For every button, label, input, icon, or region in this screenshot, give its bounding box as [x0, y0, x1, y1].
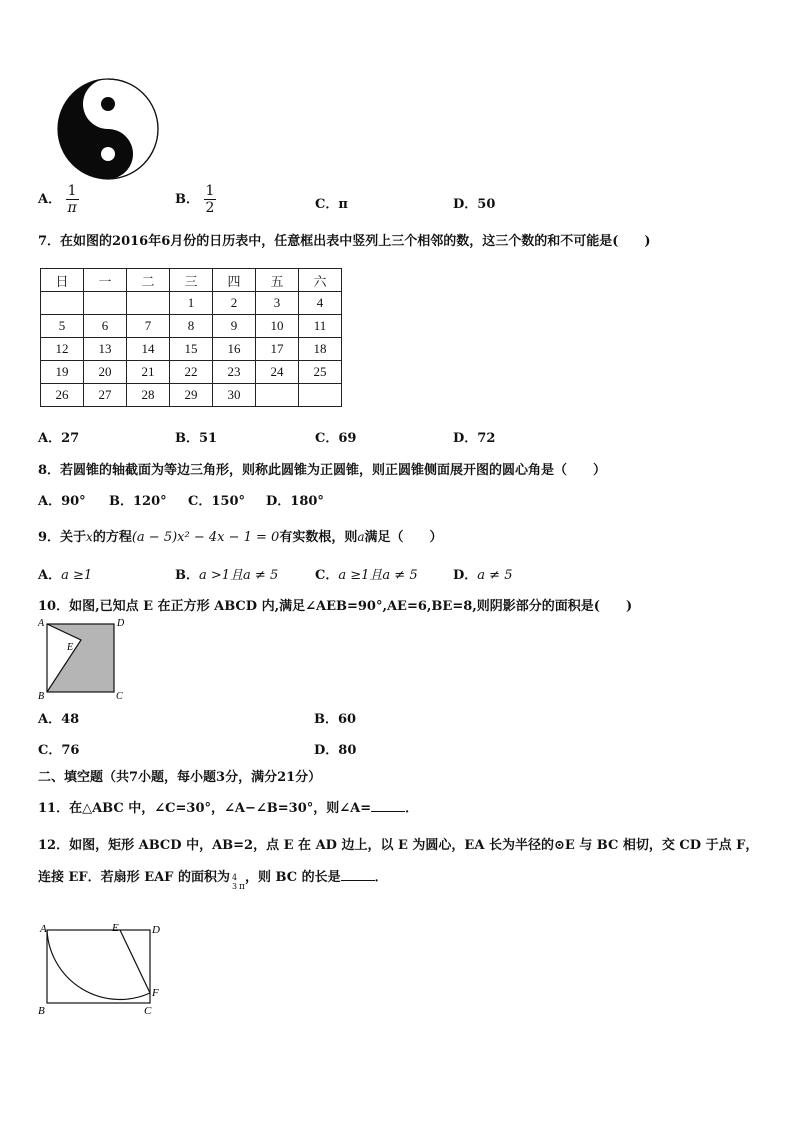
- calendar-cell: 26: [41, 384, 84, 407]
- calendar-cell: 1: [170, 292, 213, 315]
- calendar-cell: 27: [84, 384, 127, 407]
- calendar-header-cell: 日: [41, 269, 84, 292]
- calendar-row: [41, 384, 342, 407]
- q9-option-c-value: a ≥1且a ≠ 5: [338, 568, 418, 583]
- q10-label-b: B: [38, 691, 45, 702]
- calendar-cell: 28: [127, 384, 170, 407]
- calendar-cell: 3: [256, 292, 299, 315]
- q9-equation: (a − 5)x² − 4x − 1 = 0: [131, 530, 280, 545]
- q12-rectangle-figure: [34, 918, 169, 1020]
- q11-end: ．: [405, 801, 419, 816]
- q12-area-fraction: [230, 873, 239, 891]
- q9-option-d-value: a ≠ 5: [477, 568, 513, 583]
- calendar-header-cell: 六: [299, 269, 342, 292]
- calendar-cell: 9: [213, 315, 256, 338]
- q10-shaded-region: [47, 624, 114, 692]
- calendar-row: [41, 338, 342, 361]
- q12-label-b: B: [38, 1005, 45, 1017]
- q10-option-a: A．48: [38, 712, 80, 727]
- q10-option-b: B．60: [314, 712, 357, 727]
- q7-option-b: B．51: [175, 431, 218, 446]
- q7-option-d: D．72: [453, 431, 496, 446]
- q6-option-c-value: π: [338, 197, 348, 212]
- calendar-cell: 4: [299, 292, 342, 315]
- q6-option-d: [453, 193, 495, 212]
- q12-end: ．: [374, 870, 388, 885]
- calendar-cell: 15: [170, 338, 213, 361]
- q8-option-d: D．180°: [266, 494, 324, 509]
- calendar-row: [41, 315, 342, 338]
- q10-square-figure: [36, 616, 132, 704]
- calendar-table: [40, 268, 342, 407]
- q6-option-b-num: 1: [205, 183, 215, 199]
- q11-answer-blank[interactable]: [371, 811, 405, 812]
- q9-mid: 的方程: [92, 530, 132, 545]
- calendar-cell: 30: [213, 384, 256, 407]
- q12-rectangle: [47, 930, 150, 1003]
- q6-option-b-letter: B．: [175, 192, 199, 207]
- q6-option-b-den: 2: [205, 200, 215, 216]
- calendar-cell: 20: [84, 361, 127, 384]
- calendar-header-cell: 三: [170, 269, 213, 292]
- calendar-cell: 13: [84, 338, 127, 361]
- q12-frac-den: 3: [231, 882, 238, 891]
- calendar-row: [41, 292, 342, 315]
- calendar-cell: 25: [299, 361, 342, 384]
- q10-text: 10．如图,已知点 E 在正方形 ABCD 内,满足∠AEB=90°,AE=6,BE=8,则阴影部分的面积是( ): [38, 599, 633, 614]
- q6-option-a-den: π: [67, 200, 77, 216]
- q10-option-c: C．76: [38, 743, 80, 758]
- q12-label-d: D: [152, 924, 160, 936]
- calendar-cell: 10: [256, 315, 299, 338]
- q12-line2: [38, 866, 388, 892]
- q9-var-x: x: [86, 530, 93, 544]
- q12-answer-blank[interactable]: [341, 880, 375, 881]
- calendar-header-cell: 五: [256, 269, 299, 292]
- q9-prefix: 9．关于: [38, 530, 87, 545]
- q9-option-b-value: a >1且a ≠ 5: [199, 568, 279, 583]
- calendar-cell: 14: [127, 338, 170, 361]
- q12-line1: 12．如图，矩形 ABCD 中，AB=2，点 E 在 AD 边上，以 E 为圆心，EA 长为半径的⊙E 与 BC 相切，交 CD 于点 F，: [38, 838, 759, 853]
- q12-line2-b: ，则 BC 的长是: [244, 870, 341, 885]
- q7-text: 7．在如图的2016年6月份的日历表中，任意框出表中竖列上三个相邻的数，这三个数的和不可能是( ): [38, 234, 651, 249]
- calendar-cell: 17: [256, 338, 299, 361]
- q9-option-a: [38, 564, 92, 583]
- q10-label-a: A: [38, 618, 45, 629]
- calendar-cell: 29: [170, 384, 213, 407]
- q12-segment-ef: [120, 930, 150, 993]
- calendar-cell: 8: [170, 315, 213, 338]
- q9-option-c: [315, 564, 418, 583]
- q6-option-a: [38, 183, 79, 216]
- q11-text: [38, 797, 418, 816]
- calendar-cell: 23: [213, 361, 256, 384]
- q6-option-c: [315, 193, 348, 212]
- calendar-cell: [41, 292, 84, 315]
- q9-suffix: 有实数根，则: [279, 530, 358, 545]
- calendar-cell: 24: [256, 361, 299, 384]
- calendar-cell: 11: [299, 315, 342, 338]
- q12-label-f: F: [152, 987, 159, 999]
- calendar-cell: 22: [170, 361, 213, 384]
- calendar-cell: 2: [213, 292, 256, 315]
- q7-option-c: C．69: [315, 431, 357, 446]
- calendar-cell: 6: [84, 315, 127, 338]
- q10-label-c: C: [116, 691, 123, 702]
- q12-frac-pi: π: [239, 882, 245, 892]
- q7-option-a: A．27: [38, 431, 80, 446]
- q12-label-e: E: [112, 922, 119, 934]
- calendar-cell: 18: [299, 338, 342, 361]
- q6-option-b-fraction: [204, 183, 217, 216]
- q8-option-c: C．150°: [188, 494, 245, 509]
- q6-option-a-fraction: [66, 183, 79, 216]
- calendar-row: [41, 361, 342, 384]
- calendar-cell: 12: [41, 338, 84, 361]
- calendar-cell: 21: [127, 361, 170, 384]
- calendar-cell: [127, 292, 170, 315]
- q9-option-d: [453, 564, 512, 583]
- section-2-title: 二、填空题（共7小题，每小题3分，满分21分）: [38, 770, 322, 785]
- q12-label-c: C: [144, 1005, 152, 1017]
- q9-var-a: a: [357, 530, 365, 544]
- calendar-cell: [299, 384, 342, 407]
- q12-arc: [47, 930, 150, 999]
- q6-option-d-value: 50: [477, 197, 496, 212]
- calendar-header-cell: 四: [213, 269, 256, 292]
- calendar-cell: [256, 384, 299, 407]
- q6-option-b: [175, 183, 216, 216]
- calendar-cell: 5: [41, 315, 84, 338]
- q12-label-a: A: [40, 923, 47, 935]
- q12-frac-num: 4: [231, 873, 238, 882]
- calendar-cell: [84, 292, 127, 315]
- q6-option-d-letter: D．: [453, 197, 478, 212]
- q8-option-b: B．120°: [109, 494, 167, 509]
- q9-option-b: [175, 564, 278, 583]
- calendar-cell: 16: [213, 338, 256, 361]
- yin-yang-figure: [55, 76, 161, 182]
- calendar-cell: 7: [127, 315, 170, 338]
- calendar-cell: 19: [41, 361, 84, 384]
- q9-option-d-letter: D．: [453, 568, 478, 583]
- q11-question: 11．在△ABC 中，∠C=30°，∠A−∠B=30°，则∠A=: [38, 801, 372, 816]
- q6-option-c-letter: C．: [315, 197, 339, 212]
- calendar-header-cell: 二: [127, 269, 170, 292]
- q9-end: 满足（ ）: [364, 530, 443, 545]
- calendar-header-cell: 一: [84, 269, 127, 292]
- q9-text: [38, 526, 443, 545]
- q9-option-b-letter: B．: [175, 568, 199, 583]
- q6-option-a-letter: A．: [38, 192, 62, 207]
- q6-option-a-num: 1: [67, 183, 77, 199]
- q9-option-a-value: a ≥1: [61, 568, 93, 583]
- q9-option-a-letter: A．: [38, 568, 62, 583]
- q10-option-d: D．80: [314, 743, 357, 758]
- calendar-header-row: [41, 269, 342, 292]
- q10-label-d: D: [117, 618, 125, 629]
- q10-label-e: E: [67, 642, 74, 653]
- q8-option-a: A．90°: [38, 494, 86, 509]
- q12-line2-a: 连接 EF．若扇形 EAF 的面积为: [38, 870, 230, 885]
- q8-text: 8．若圆锥的轴截面为等边三角形，则称此圆锥为正圆锥，则正圆锥侧面展开图的圆心角是（ ）: [38, 463, 607, 478]
- q9-option-c-letter: C．: [315, 568, 339, 583]
